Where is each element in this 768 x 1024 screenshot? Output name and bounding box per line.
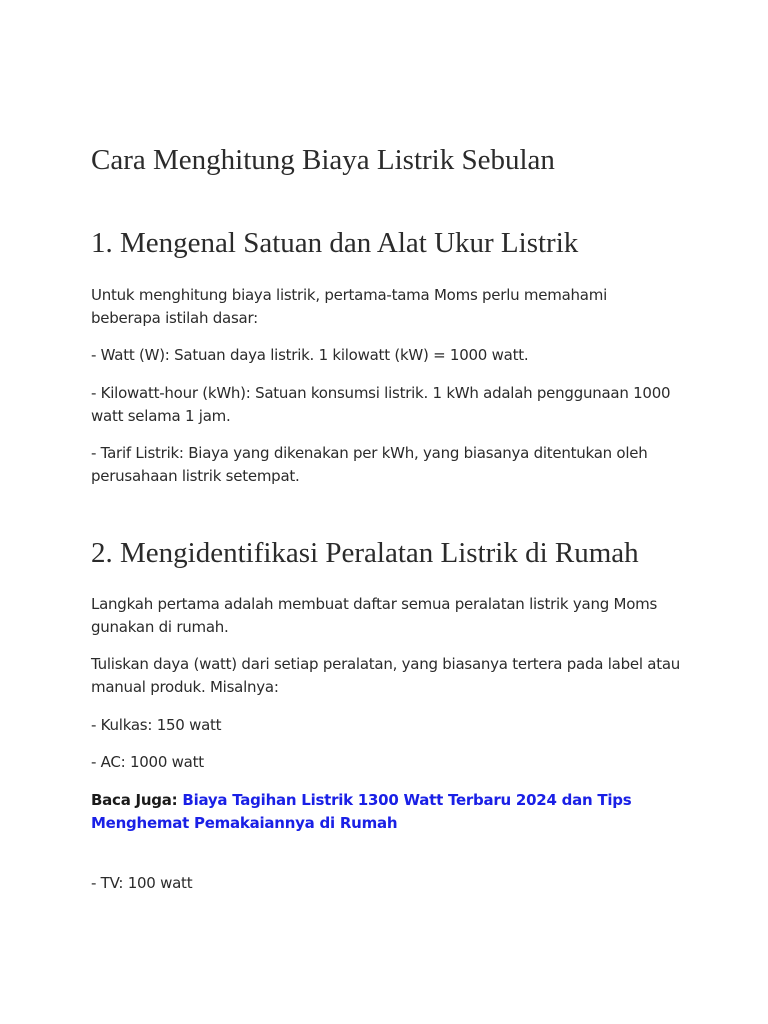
list-item-tarif: - Tarif Listrik: Biaya yang dikenakan per kWh, yang biasanya ditentukan oleh perusahaan listrik setempat.: [91, 444, 648, 485]
list-item-kulkas: - Kulkas: 150 watt: [91, 716, 222, 734]
section-heading-satuan: 1. Mengenal Satuan dan Alat Ukur Listrik: [91, 227, 579, 259]
list-item-ac: - AC: 1000 watt: [91, 753, 204, 771]
paragraph-intro: Untuk menghitung biaya listrik, pertama-tama Moms perlu memahami beberapa istilah dasar:: [91, 286, 608, 327]
paragraph-langkah: Langkah pertama adalah membuat daftar semua peralatan listrik yang Moms gunakan di rumah.: [91, 595, 658, 636]
page-title: Cara Menghitung Biaya Listrik Sebulan: [91, 144, 555, 176]
related-article-link[interactable]: Biaya Tagihan Listrik 1300 Watt Terbaru 2024 dan Tips Menghemat Pemakaiannya di Rumah: [91, 791, 632, 832]
related-label: Baca Juga:: [91, 791, 178, 809]
list-item-watt: - Watt (W): Satuan daya listrik. 1 kilowatt (kW) = 1000 watt.: [91, 346, 529, 364]
related-article: [91, 789, 681, 835]
paragraph-tuliskan: Tuliskan daya (watt) dari setiap peralatan, yang biasanya tertera pada label atau manual produk. Misalnya:: [91, 655, 681, 696]
section-heading-peralatan: 2. Mengidentifikasi Peralatan Listrik di Rumah: [91, 537, 639, 569]
list-item-kwh: - Kilowatt-hour (kWh): Satuan konsumsi listrik. 1 kWh adalah penggunaan 1000 watt selama 1 jam.: [91, 384, 671, 425]
list-item-tv: - TV: 100 watt: [91, 874, 193, 892]
